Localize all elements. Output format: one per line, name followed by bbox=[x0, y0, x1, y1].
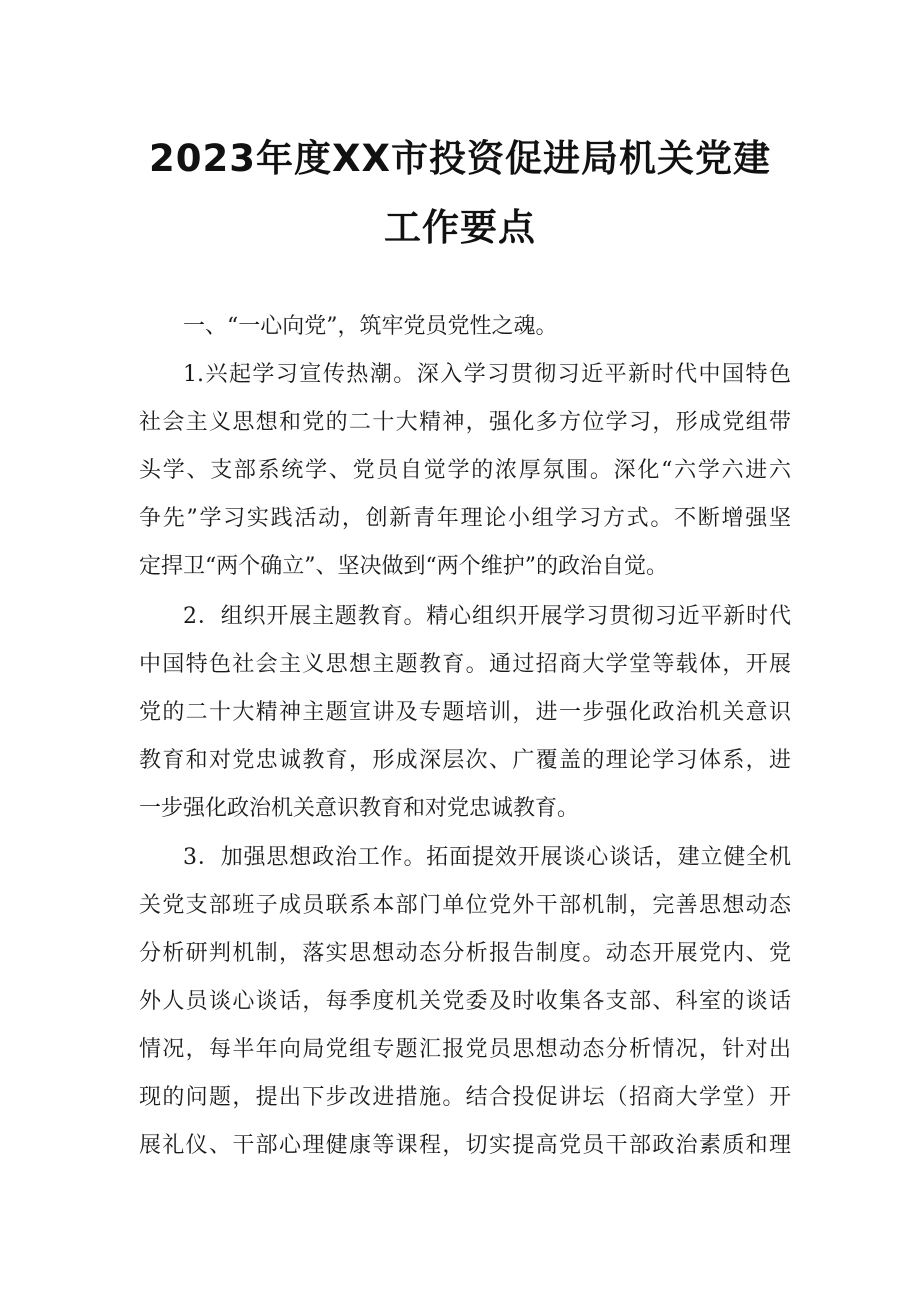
paragraph-3-line: 3．加强思想政治工作。拓面提效开展谈心谈话，建立健全机 bbox=[183, 845, 791, 870]
document-title-line-1: 2023年度XX市投资促进局机关党建 bbox=[148, 137, 772, 180]
paragraph-2-line: 中国特色社会主义思想主题教育。通过招商大学堂等载体，开展 bbox=[139, 652, 791, 677]
paragraph-2-line: 2．组织开展主题教育。精心组织开展学习贯彻习近平新时代 bbox=[183, 604, 791, 629]
document-title-line-2: 工作要点 bbox=[384, 206, 536, 249]
paragraph-3-line: 展礼仪、干部心理健康等课程，切实提高党员干部政治素质和理 bbox=[139, 1133, 791, 1158]
paragraph-1-line: 1.兴起学习宣传热潮。深入学习贯彻习近平新时代中国特色 bbox=[183, 362, 791, 387]
paragraph-3-line: 现的问题，提出下步改进措施。结合投促讲坛（招商大学堂）开 bbox=[139, 1085, 791, 1110]
paragraph-2-line: 党的二十大精神主题宣讲及专题培训，进一步强化政治机关意识 bbox=[139, 700, 791, 725]
paragraph-3-line: 外人员谈心谈话，每季度机关党委及时收集各支部、科室的谈话 bbox=[139, 989, 791, 1014]
paragraph-2-line: 一步强化政治机关意识教育和对党忠诚教育。 bbox=[139, 796, 580, 821]
section-heading-1: 一、“一心向党”，筑牢党员党性之魂。 bbox=[183, 314, 558, 339]
paragraph-3-line: 情况，每半年向局党组专题汇报党员思想动态分析情况，针对出 bbox=[139, 1037, 791, 1062]
paragraph-1-line: 头学、支部系统学、党员自觉学的浓厚氛围。深化“六学六进六 bbox=[139, 458, 791, 483]
paragraph-3-line: 分析研判机制，落实思想动态分析报告制度。动态开展党内、党 bbox=[139, 941, 791, 966]
paragraph-1-line: 定捍卫“两个确立”、坚决做到“两个维护”的政治自觉。 bbox=[139, 554, 668, 579]
paragraph-3-line: 关党支部班子成员联系本部门单位党外干部机制，完善思想动态 bbox=[139, 893, 791, 918]
paragraph-1-line: 争先”学习实践活动，创新青年理论小组学习方式。不断增强坚 bbox=[139, 506, 791, 531]
paragraph-2-line: 教育和对党忠诚教育，形成深层次、广覆盖的理论学习体系，进 bbox=[139, 748, 791, 773]
paragraph-1-line: 社会主义思想和党的二十大精神，强化多方位学习，形成党组带 bbox=[139, 410, 791, 435]
